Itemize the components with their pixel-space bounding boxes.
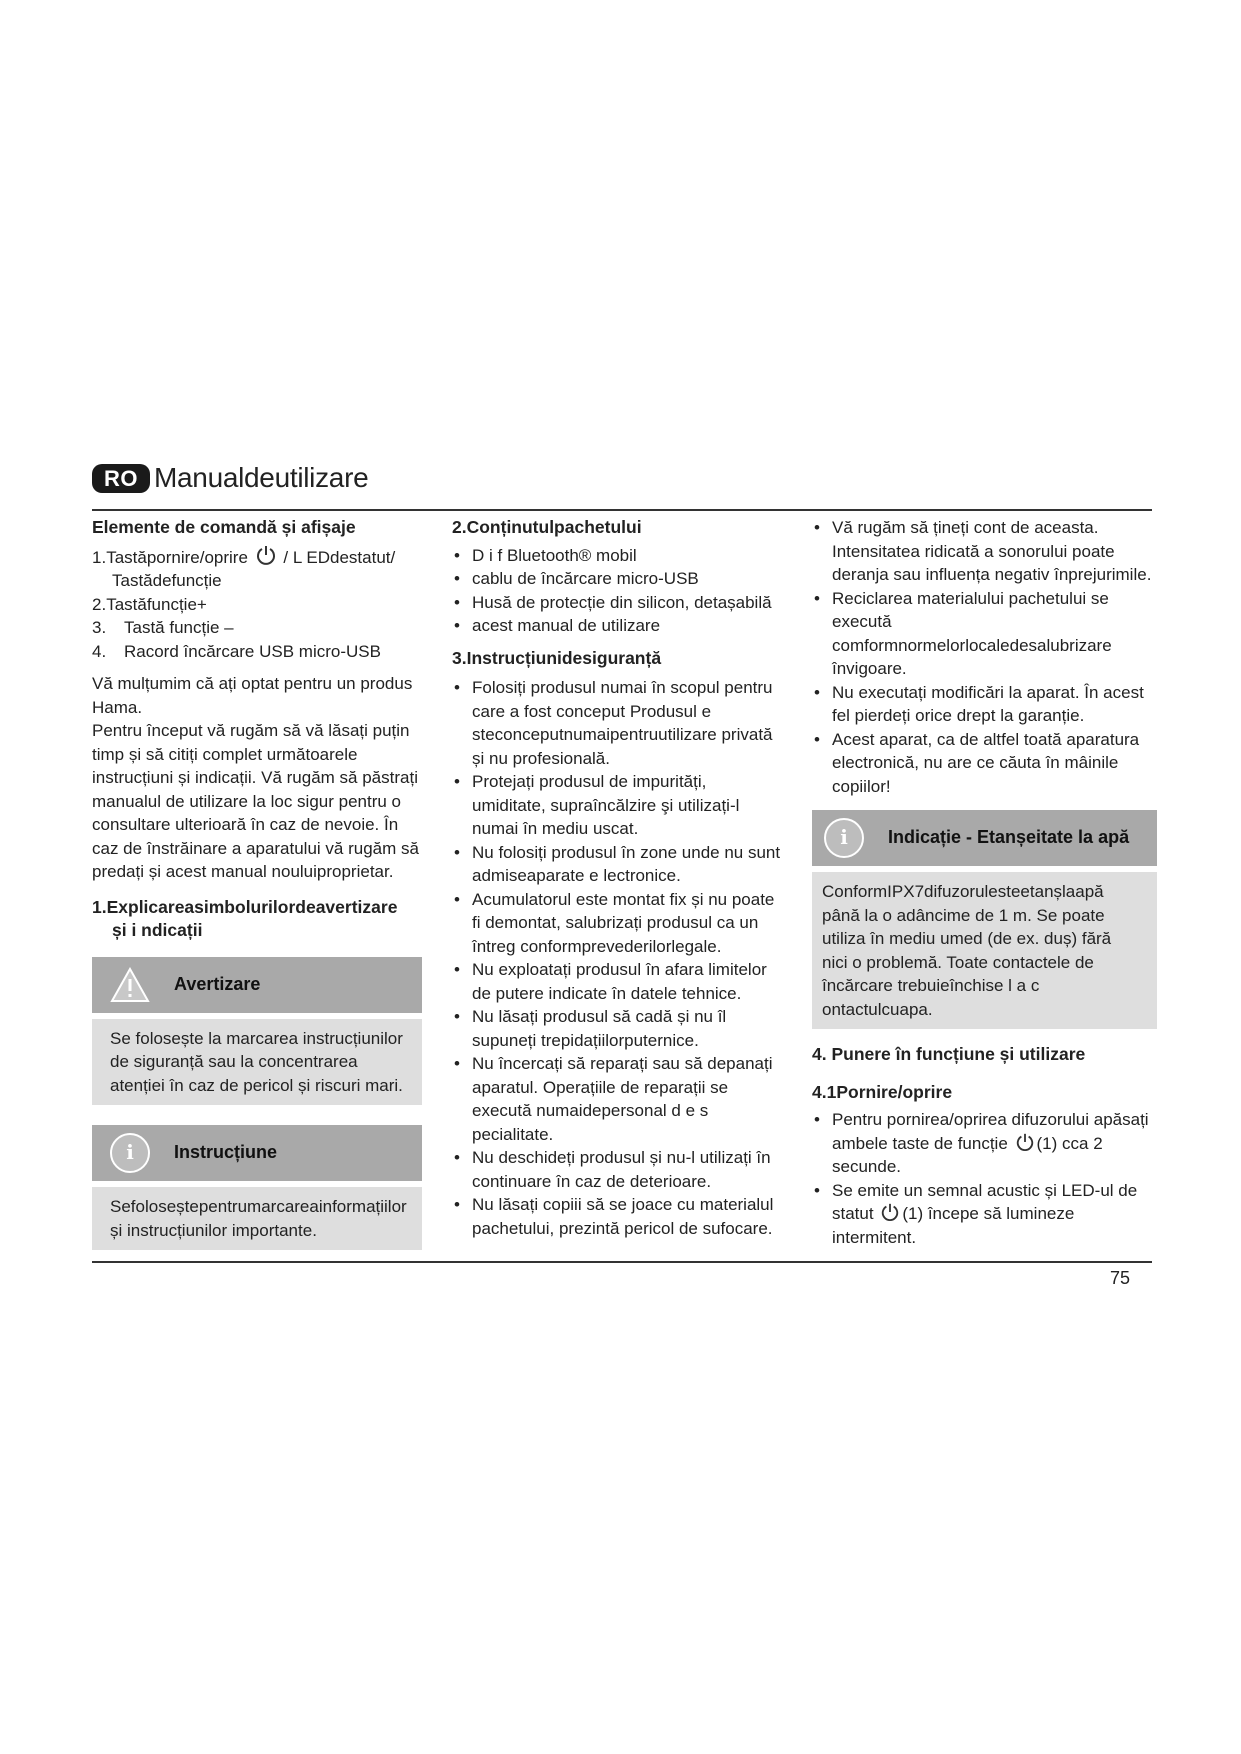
controls-item-4: 4. Racord încărcare USB micro-USB [92,641,381,661]
list-item: • Nu lăsați copiii să se joace cu materialul pachetului, prezintă pericol de sufocare. [452,1193,782,1240]
safety-list-continued [812,516,1157,798]
list-item: • Nu încercați să reparați sau să depanați aparatul. Operațiile de reparații se execută numaidepersonal d e s pecialitate. [452,1052,782,1146]
list-item: • Husă de protecție din silicon, detașabilă [452,591,782,615]
onoff-list [812,1108,1157,1249]
intro-paragraph: Pentru început vă rugăm să vă lăsați puțin timp și să citiți complet următoarele instrucțiuni și indicații. Vă rugăm să păstrați manualul de utilizare la loc sigur pentru o consultare ulterioară în caz de nevoie. În caz de înstrăinare a aparatului vă rugăm să predați și acest manual nouluiproprietar. [92,721,419,881]
controls-item-1: 1.Tastăpornire/oprire / L EDdestatut/ Tastădefuncție [92,544,422,593]
list-item: • Nu folosiți produsul în zone unde nu sunt admiseaparate e lectronice. [452,841,782,888]
bottom-divider [92,1261,1152,1263]
controls-item-2: 2.Tastăfuncție+ [92,594,207,614]
list-item: • acest manual de utilizare [452,614,782,638]
list-item: • Reciclarea materialului pachetului se execută comformnormelorlocaledesalubrizare învigoare. [812,587,1157,681]
page-number: 75 [1110,1268,1131,1288]
column-3 [812,516,1157,1249]
operation-heading: 4. Punere în funcțiune și utilizare [812,1044,1086,1064]
list-item: • Nu exploatați produsul în afara limitelor de putere indicate în datele tehnice. [452,958,782,1005]
list-item: • Acumulatorul este montat fix și nu poate fi demontat, salubrizați produsul ca un întreg conformprevederilorlegale. [452,888,782,959]
safety-heading: 3.Instrucțiunidesiguranță [452,647,662,668]
list-item: • Protejați produsul de impurități, umiditate, supraîncălzire şi utilizați-l numai în mediu uscat. [452,770,782,841]
power-icon [1015,1132,1035,1152]
warning-box-body [92,1019,422,1106]
list-item: • Folosiți produsul numai în scopul pentru care a fost conceput Produsul e steconceputnumaipentruutilizare privată și nu profesională. [452,676,782,770]
info-box-header [92,1125,422,1181]
warning-title: Avertizare [174,973,261,994]
controls-heading: Elemente de comandă și afișaje [92,517,356,537]
water-box-body [812,872,1157,1029]
thanks-paragraph: Vă mulțumim că ați optat pentru un produs Hama. [92,674,413,717]
water-box-header [812,810,1157,866]
top-divider [92,509,1152,511]
info-icon: i [824,818,864,858]
list-item: • D i f Bluetooth® mobil [452,544,782,568]
list-item: • Se emite un semnal acustic și LED-ul de statut (1) începe să lumineze intermitent. [812,1179,1157,1250]
warning-box-header [92,957,422,1013]
controls-list [92,544,422,664]
page-title: Manualdeutilizare [154,462,369,493]
info-title: Instrucțiune [174,1142,278,1163]
package-heading: 2.Conținutulpachetului [452,517,642,537]
package-list [452,544,782,638]
controls-item-3: 3. Tastă funcție – [92,618,234,637]
onoff-heading: 4.1Pornire/oprire [812,1081,953,1102]
water-text: ConformIPX7difuzorulesteetanșlaapă până la o adâncime de 1 m. Se poate utiliza în mediu umed (de ex. duș) fără nici o problemă. Toate contactele de încărcare trebuieînchise l a c ontactulcuapa. [822,882,1112,1019]
list-item: • Nu executați modificări la aparat. În acest fel pierdeți orice drept la garanție. [812,681,1157,728]
power-icon [255,544,277,566]
symbols-heading: 1.Explicareasimbolurilordeavertizare [92,896,398,917]
page-header [92,462,368,494]
list-item: • Acest aparat, ca de altfel toată aparatura electronică, nu are ce căuta în mâinile copiilor! [812,728,1157,799]
list-item: • Nu lăsați produsul să cadă și nu îl supuneți trepidațiilorputernice. [452,1005,782,1052]
symbols-heading-cont: și i ndicații [112,920,203,940]
info-icon: i [110,1133,150,1173]
info-text: Sefoloseștepentrumarcareainformațiilor și instrucțiunilor importante. [110,1197,407,1240]
list-item: • Nu deschideți produsul și nu-l utilizați în continuare în caz de deterioare. [452,1146,782,1193]
language-badge: RO [92,464,150,493]
list-item: • cablu de încărcare micro-USB [452,567,782,591]
water-title: Indicație - Etanșeitate la apă [888,827,1130,848]
list-item: • Pentru pornirea/oprirea difuzorului apăsați ambele taste de funcție (1) cca 2 secunde. [812,1108,1157,1179]
list-item: • Vă rugăm să țineți cont de aceasta. Intensitatea ridicată a sonorului poate deranja sau influența negativ înprejurimile. [812,516,1157,587]
column-1 [92,516,422,1250]
warning-icon [110,967,150,1003]
power-icon [880,1202,900,1222]
warning-text: Se folosește la marcarea instrucțiunilor de siguranță sau la concentrarea atenției în caz de pericol și riscuri mari. [110,1028,403,1095]
info-box-body [92,1187,422,1250]
safety-list [452,676,782,1240]
column-2 [452,516,782,1240]
